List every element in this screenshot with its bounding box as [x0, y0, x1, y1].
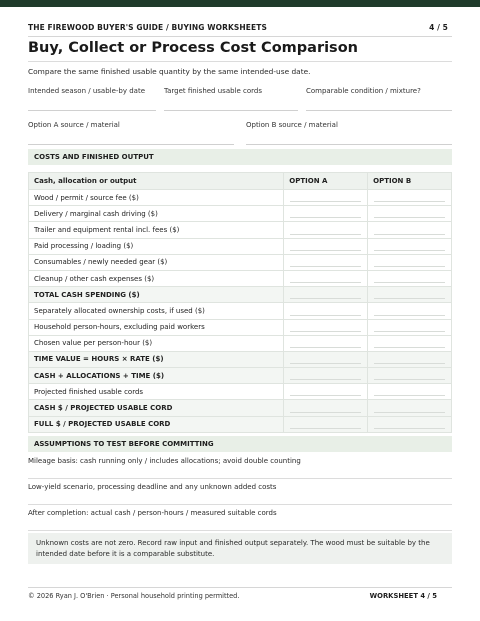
- top-accent-bar: [0, 0, 480, 7]
- row-label: TIME VALUE = HOURS × RATE ($): [29, 351, 284, 367]
- assumption-item: Low-yield scenario, processing deadline and any unknown added costs: [28, 483, 277, 491]
- assumptions-section-heading: ASSUMPTIONS TO TEST BEFORE COMMITTING: [28, 436, 452, 452]
- table-row: [29, 416, 452, 432]
- guide-title: THE FIREWOOD BUYER'S GUIDE / BUYING WORKSHEETS: [28, 23, 267, 32]
- running-header: [28, 23, 452, 32]
- row-label: Paid processing / loading ($): [29, 238, 284, 254]
- page-number: 4 / 5: [429, 23, 448, 32]
- row-label: Delivery / marginal cash driving ($): [29, 206, 284, 222]
- option-a-entry-cell[interactable]: [284, 287, 368, 303]
- option-b-entry-cell[interactable]: [368, 190, 452, 206]
- row-label: Household person-hours, excluding paid workers: [29, 319, 284, 335]
- table-row: [29, 206, 452, 222]
- assumption-line[interactable]: [28, 530, 452, 531]
- page-title: Buy, Collect or Process Cost Comparison: [28, 40, 358, 56]
- option-b-field-label: Option B source / material: [246, 121, 338, 129]
- row-label: TOTAL CASH SPENDING ($): [29, 287, 284, 303]
- option-b-entry-cell[interactable]: [368, 254, 452, 270]
- title-divider: [28, 61, 452, 62]
- table-row: [29, 400, 452, 416]
- row-label: Chosen value per person-hour ($): [29, 335, 284, 351]
- option-a-entry-cell[interactable]: [284, 254, 368, 270]
- row-label: Cleanup / other cash expenses ($): [29, 270, 284, 286]
- option-a-entry-cell[interactable]: [284, 319, 368, 335]
- row-label: CASH + ALLOCATIONS + TIME ($): [29, 368, 284, 384]
- option-b-entry-cell[interactable]: [368, 270, 452, 286]
- table-row: [29, 222, 452, 238]
- option-b-entry-cell[interactable]: [368, 206, 452, 222]
- cost-comparison-table: [28, 172, 452, 433]
- table-row: [29, 238, 452, 254]
- assumption-line[interactable]: [28, 478, 452, 479]
- worksheet-label: WORKSHEET 4 / 5: [369, 592, 437, 600]
- option-b-entry-cell[interactable]: [368, 287, 452, 303]
- intro-text: Compare the same finished usable quantity by the same intended-use date.: [28, 67, 311, 76]
- assumption-line[interactable]: [28, 504, 452, 505]
- condition-field-label: Comparable condition / mixture?: [306, 87, 421, 95]
- row-label: CASH $ / PROJECTED USABLE CORD: [29, 400, 284, 416]
- option-b-entry-cell[interactable]: [368, 238, 452, 254]
- option-a-entry-cell[interactable]: [284, 351, 368, 367]
- row-label: Consumables / newly needed gear ($): [29, 254, 284, 270]
- table-row: [29, 303, 452, 319]
- option-b-entry-cell[interactable]: [368, 351, 452, 367]
- option-a-entry-cell[interactable]: [284, 206, 368, 222]
- assumption-item: Mileage basis: cash running only / includes allocations; avoid double counting: [28, 457, 301, 465]
- season-field-line[interactable]: [28, 110, 156, 111]
- option-a-entry-cell[interactable]: [284, 303, 368, 319]
- option-a-entry-cell[interactable]: [284, 222, 368, 238]
- assumption-item: After completion: actual cash / person-hours / measured suitable cords: [28, 509, 277, 517]
- column-header-option-b: OPTION B: [368, 173, 452, 190]
- option-a-entry-cell[interactable]: [284, 368, 368, 384]
- row-label: Wood / permit / source fee ($): [29, 190, 284, 206]
- option-a-entry-cell[interactable]: [284, 238, 368, 254]
- table-row: [29, 270, 452, 286]
- option-a-entry-cell[interactable]: [284, 416, 368, 432]
- option-a-entry-cell[interactable]: [284, 400, 368, 416]
- copyright-text: © 2026 Ryan J. O'Brien · Personal household printing permitted.: [28, 592, 240, 600]
- table-row: [29, 190, 452, 206]
- row-label: FULL $ / PROJECTED USABLE CORD: [29, 416, 284, 432]
- option-a-entry-cell[interactable]: [284, 190, 368, 206]
- footer-divider: [28, 587, 452, 588]
- option-b-entry-cell[interactable]: [368, 416, 452, 432]
- option-a-field-line[interactable]: [28, 144, 234, 145]
- option-b-entry-cell[interactable]: [368, 335, 452, 351]
- table-row: [29, 351, 452, 367]
- table-row: [29, 335, 452, 351]
- table-row: [29, 287, 452, 303]
- option-b-field-line[interactable]: [246, 144, 452, 145]
- table-row: [29, 254, 452, 270]
- row-label: Separately allocated ownership costs, if used ($): [29, 303, 284, 319]
- column-header-option-a: OPTION A: [284, 173, 368, 190]
- condition-field-line[interactable]: [306, 110, 452, 111]
- option-b-entry-cell[interactable]: [368, 368, 452, 384]
- table-row: [29, 384, 452, 400]
- row-label: Projected finished usable cords: [29, 384, 284, 400]
- option-a-entry-cell[interactable]: [284, 335, 368, 351]
- table-header-row: [29, 173, 452, 190]
- row-label: Trailer and equipment rental incl. fees ($): [29, 222, 284, 238]
- costs-section-heading: COSTS AND FINISHED OUTPUT: [28, 149, 452, 165]
- option-b-entry-cell[interactable]: [368, 222, 452, 238]
- option-b-entry-cell[interactable]: [368, 319, 452, 335]
- caution-note: Unknown costs are not zero. Record raw input and finished output separately. The wood must be suitable by the intended date before it is a comparable substitute.: [28, 533, 452, 564]
- header-divider: [28, 36, 452, 37]
- season-field-label: Intended season / usable-by date: [28, 87, 146, 95]
- option-a-field-label: Option A source / material: [28, 121, 120, 129]
- table-row: [29, 319, 452, 335]
- option-b-entry-cell[interactable]: [368, 400, 452, 416]
- option-b-entry-cell[interactable]: [368, 384, 452, 400]
- target-field-line[interactable]: [164, 110, 298, 111]
- column-header-item: Cash, allocation or output: [29, 173, 284, 190]
- table-row: [29, 368, 452, 384]
- option-a-entry-cell[interactable]: [284, 384, 368, 400]
- target-field-label: Target finished usable cords: [164, 87, 262, 95]
- option-b-entry-cell[interactable]: [368, 303, 452, 319]
- option-a-entry-cell[interactable]: [284, 270, 368, 286]
